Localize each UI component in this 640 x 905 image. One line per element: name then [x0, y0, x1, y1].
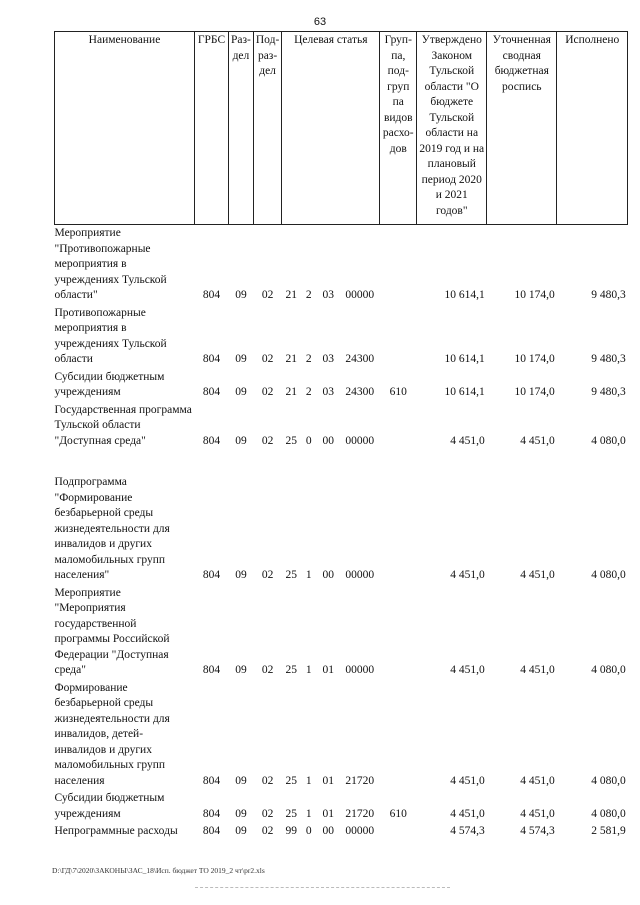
- cell-t3: 03: [322, 289, 335, 301]
- cell-grbs: 804: [202, 386, 221, 398]
- cell-name: Субсидии бюджетным учреждениям: [54, 370, 165, 398]
- cell-t2: 0: [305, 434, 312, 447]
- table-row: [55, 790, 628, 823]
- cell-name: Мероприятие "Мероприятия государственной программы Российской Федерации "Доступная среда": [54, 586, 170, 676]
- cell-approved: 4 451,0: [450, 569, 485, 581]
- cell-executed: 4 080,0: [591, 774, 626, 787]
- cell-grbs: 804: [202, 774, 221, 787]
- cell-t1: 25: [285, 434, 298, 447]
- cell-executed: 4 080,0: [591, 807, 626, 820]
- cell-rz: 09: [235, 289, 247, 301]
- table-row: [55, 225, 628, 305]
- cell-approved: 10 614,1: [444, 289, 485, 301]
- cell-t2: 0: [305, 825, 312, 837]
- cell-executed: 4 080,0: [591, 664, 626, 676]
- cell-t1: 25: [285, 664, 298, 676]
- cell-t4: 21720: [345, 774, 375, 787]
- header-razdel: Раз- дел: [229, 32, 254, 225]
- cell-vr: [380, 585, 417, 680]
- cell-grbs: 804: [202, 807, 221, 820]
- cell-t2: 1: [305, 664, 312, 676]
- cell-grbs: 804: [202, 289, 221, 301]
- cell-t1: 99: [285, 825, 298, 837]
- cell-vr: [380, 305, 417, 369]
- cell-name: Подпрограмма "Формирование безбарьерной среды жизнедеятельности для инвалидов и других маломобильных групп населения": [54, 476, 170, 581]
- cell-prz: 02: [261, 434, 274, 447]
- cell-t4: 00000: [345, 569, 375, 581]
- cell-t3: 01: [322, 664, 335, 676]
- cell-t3: 01: [322, 774, 335, 787]
- header-name: Наименование: [55, 32, 195, 225]
- cell-approved: 10 614,1: [444, 386, 485, 398]
- cell-executed: 2 581,9: [591, 825, 626, 837]
- table-row: [55, 369, 628, 402]
- table-row: [55, 305, 628, 369]
- cell-t2: 1: [305, 807, 312, 820]
- cell-name: Непрограммные расходы: [54, 825, 178, 837]
- cell-vr: [380, 680, 417, 791]
- cell-grbs: 804: [202, 434, 221, 447]
- cell-prz: 02: [261, 807, 274, 820]
- cell-vr: [380, 823, 417, 841]
- header-approved: Утверждено Законом Тульской области "О бюджете Тульской области на 2019 год и на плановый период 2020 и 2021 годов": [417, 32, 487, 225]
- cell-approved: 4 451,0: [450, 807, 485, 820]
- cell-vr: [380, 225, 417, 305]
- cell-refined: 4 574,3: [520, 825, 555, 837]
- cell-name: Противопожарные мероприятия в учреждениях Тульской области: [54, 306, 167, 365]
- file-path-footer: D:\ГД\7\2020\ЗАКОНЫ\ЗАС_18\Исп. бюджет ТО 2019_2 чт\pr2.xls: [52, 866, 265, 875]
- cell-rz: 09: [235, 664, 247, 676]
- cell-rz: 09: [235, 825, 247, 837]
- cell-refined: 4 451,0: [520, 807, 555, 820]
- cell-vr: [380, 402, 417, 463]
- header-target-article: Целевая статья: [282, 32, 380, 225]
- cell-rz: 09: [235, 569, 247, 581]
- cell-rz: 09: [235, 807, 247, 820]
- cell-t1: 25: [285, 807, 298, 820]
- cell-t1: 21: [285, 386, 298, 398]
- cell-t4: 00000: [345, 434, 375, 447]
- cell-refined: 10 174,0: [514, 386, 555, 398]
- cell-refined: 4 451,0: [520, 664, 555, 676]
- footer-divider: [195, 887, 450, 888]
- cell-grbs: 804: [202, 353, 221, 365]
- cell-t1: 21: [285, 353, 298, 365]
- cell-t2: 2: [305, 289, 312, 301]
- cell-approved: 10 614,1: [444, 353, 485, 365]
- table-row: [55, 462, 628, 585]
- cell-t2: 2: [305, 386, 312, 398]
- cell-refined: 10 174,0: [514, 289, 555, 301]
- cell-name: Субсидии бюджетным учреждениям: [54, 792, 165, 820]
- cell-t2: 2: [305, 353, 312, 365]
- cell-prz: 02: [261, 353, 274, 365]
- table-header-row: [55, 32, 628, 225]
- cell-t4: 00000: [345, 664, 375, 676]
- cell-refined: 4 451,0: [520, 569, 555, 581]
- header-refined: Уточненная сводная бюджетная роспись: [487, 32, 557, 225]
- cell-t3: 03: [322, 386, 335, 398]
- cell-prz: 02: [261, 774, 274, 787]
- cell-t3: 00: [322, 434, 335, 447]
- cell-t2: 1: [305, 569, 312, 581]
- table-row: [55, 402, 628, 463]
- cell-t3: 00: [322, 825, 335, 837]
- page-number: 63: [313, 16, 327, 28]
- cell-name: Формирование безбарьерной среды жизнедеятельности для инвалидов, детей-инвалидов и других маломобильных групп населения: [54, 681, 170, 787]
- cell-executed: 9 480,3: [591, 353, 626, 365]
- cell-approved: 4 451,0: [450, 664, 485, 676]
- cell-executed: 4 080,0: [591, 434, 626, 447]
- cell-grbs: 804: [202, 825, 221, 837]
- cell-refined: 4 451,0: [520, 434, 555, 447]
- cell-approved: 4 451,0: [450, 434, 485, 447]
- header-expense-group: Груп- па, под- груп па видов расхо- дов: [380, 32, 417, 225]
- table-row: [55, 585, 628, 680]
- cell-t4: 24300: [345, 386, 375, 398]
- cell-vr: [380, 462, 417, 585]
- cell-rz: 09: [235, 774, 247, 787]
- cell-t3: 01: [322, 807, 335, 820]
- table-row: [55, 680, 628, 791]
- cell-name: Государственная программа Тульской области "Доступная среда": [54, 403, 192, 447]
- cell-name: Мероприятие "Противопожарные мероприятия в учреждениях Тульской области": [54, 227, 167, 301]
- cell-t1: 25: [285, 774, 298, 787]
- header-podrazdel: Под- раз- дел: [253, 32, 281, 225]
- cell-executed: 4 080,0: [591, 569, 626, 581]
- cell-executed: 9 480,3: [591, 386, 626, 398]
- cell-t4: 24300: [345, 353, 375, 365]
- cell-approved: 4 451,0: [450, 774, 485, 787]
- cell-grbs: 804: [202, 569, 221, 581]
- cell-t3: 03: [322, 353, 335, 365]
- cell-vr: 610: [389, 386, 407, 398]
- table-body: [55, 225, 628, 841]
- header-executed: Исполнено: [557, 32, 628, 225]
- cell-refined: 4 451,0: [520, 774, 555, 787]
- cell-rz: 09: [235, 434, 247, 447]
- table-row: [55, 823, 628, 841]
- cell-prz: 02: [261, 664, 274, 676]
- cell-t1: 25: [285, 569, 298, 581]
- cell-refined: 10 174,0: [514, 353, 555, 365]
- cell-prz: 02: [261, 569, 274, 581]
- cell-t3: 00: [322, 569, 335, 581]
- cell-grbs: 804: [202, 664, 221, 676]
- cell-t2: 1: [305, 774, 312, 787]
- cell-vr: 610: [389, 807, 407, 820]
- cell-t4: 00000: [345, 825, 375, 837]
- cell-executed: 9 480,3: [591, 289, 626, 301]
- cell-rz: 09: [235, 386, 247, 398]
- cell-prz: 02: [261, 289, 274, 301]
- cell-approved: 4 574,3: [450, 825, 485, 837]
- cell-t4: 00000: [345, 289, 375, 301]
- cell-t4: 21720: [345, 807, 375, 820]
- budget-execution-table: [54, 31, 628, 841]
- cell-prz: 02: [261, 825, 274, 837]
- cell-t1: 21: [285, 289, 298, 301]
- header-grbs: ГРБС: [195, 32, 229, 225]
- cell-prz: 02: [261, 386, 274, 398]
- cell-rz: 09: [235, 353, 247, 365]
